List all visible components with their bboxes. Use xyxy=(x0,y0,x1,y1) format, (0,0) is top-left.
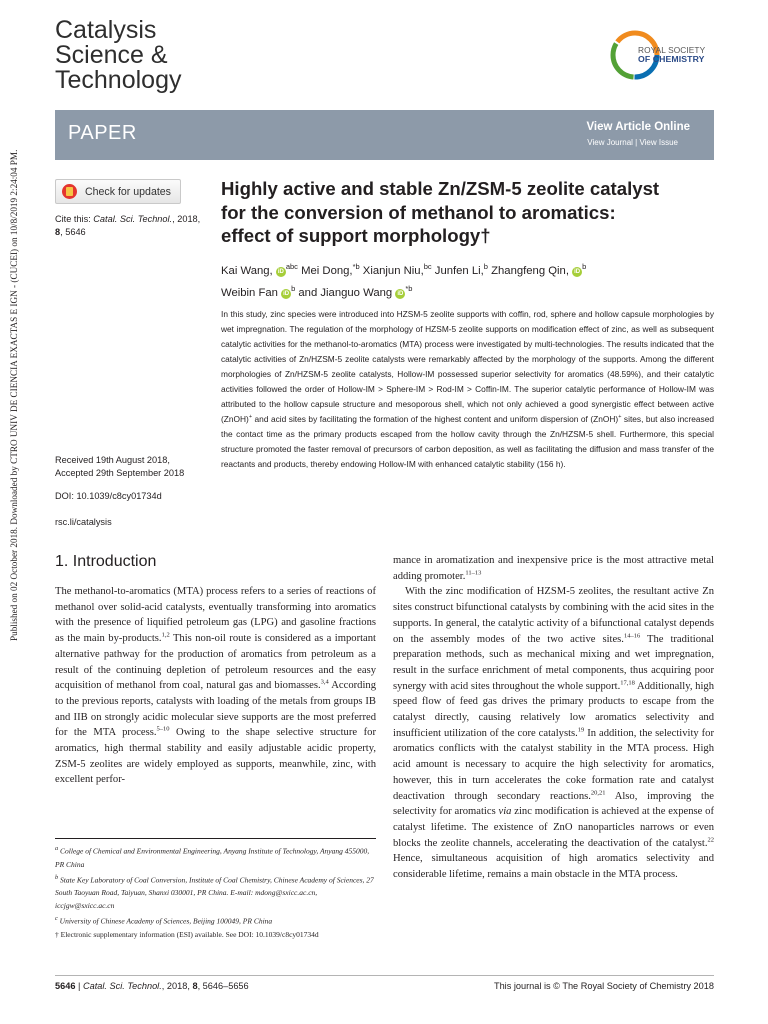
author-name[interactable]: Mei Dong, xyxy=(297,264,353,277)
citation xyxy=(55,213,215,238)
footnote-affiliation-c xyxy=(55,912,376,928)
cite-page: , 5646 xyxy=(60,226,86,237)
footnote-affiliation-a xyxy=(55,842,376,871)
footnote-esi[interactable]: † Electronic supplementary information (ESI) available. See DOI: 10.1039/c8cy01734d xyxy=(55,930,319,940)
body-text: The methanol-to-aromatics (MTA) process refers to a series of reactions of methanol over solid-acid catalysts, eventually transforming into aromatics with the presence of liquified petroleum gas (LPG) and gasoline fractions as the main by-products. xyxy=(55,586,376,645)
footer-separator: | xyxy=(75,981,83,991)
journal-title-line: Catalysis xyxy=(55,16,157,44)
body-text: This non-oil route is considered as a important alternative pathway for the production of aromatics from petroleum as a result of the continuing depletion of petroleum resources and the easy acquisition of methanol from coal, natural gas and biomasses. xyxy=(55,633,376,692)
page-number: 5646 xyxy=(55,981,76,991)
body-text-italic: via xyxy=(498,806,512,818)
author-name[interactable]: Xianjun Niu, xyxy=(359,264,424,277)
citation-ref[interactable]: 1,2 xyxy=(161,631,170,639)
body-text: According to the previous reports, catalysts with loading of the metals from groups IB and IIB on strongly acidic molecular sieve supports are the most preferred for the MTA process. xyxy=(55,680,376,739)
abstract-text: sites, but also increased the contact time as the primary products escaped from the hollow cavity through the Zn/HZSM-5 shell. Furthermore, this special structure promoted the faster removal of precursors of carbon deposition, as well as facilitating the diffusion and mass transfer of the reactants and products, thereby endowing Hollow-IM with enhanced catalytic stability (156 h). xyxy=(221,414,714,470)
citation-ref[interactable]: 19 xyxy=(577,726,585,734)
cite-prefix: Cite this: xyxy=(55,214,94,224)
abstract xyxy=(221,307,714,473)
article-title-line: for the conversion of methanol to aromatics: xyxy=(221,201,616,223)
body-text: In addition, the selectivity for aromatics conflicts with the catalyst stability in the MTA process. High acid amount is necessary to acquire the high selectivity for aromatics, however, this in turn accelerates the coke formation rate and catalyst deactivation through secondary reactions. xyxy=(393,727,714,802)
author-affiliation: *b xyxy=(405,283,413,293)
footnote-text: University of Chinese Academy of Sciences, Beijing 100049, PR China xyxy=(59,916,273,926)
footer-journal: Catal. Sci. Technol. xyxy=(82,981,162,991)
body-text: mance in aromatization and inexpensive price is the most attractive metal adding promoter. xyxy=(393,555,714,582)
citation-ref[interactable]: 17,18 xyxy=(620,679,635,687)
body-text: With the zinc modification of HZSM-5 zeolites, the resultant active Zn sites construct bifunctional catalysts by combining with the acid sites in the supports. In general, the catalytic activity of a bifunctional catalyst depends on the assembly modes of the two active sites. xyxy=(393,586,714,645)
article-title-line: Highly active and stable Zn/ZSM-5 zeolite catalyst xyxy=(221,178,660,199)
author-affiliation: abc xyxy=(285,262,298,271)
publisher-name xyxy=(638,46,705,64)
citation-ref[interactable]: 14–16 xyxy=(623,631,641,639)
citation-ref[interactable]: 3,4 xyxy=(320,678,329,686)
footer-year: , 2018, xyxy=(161,981,193,991)
orcid-icon[interactable]: iD xyxy=(397,290,404,297)
footnotes xyxy=(55,842,376,941)
paragraph xyxy=(393,553,714,584)
journal-title-line: Technology xyxy=(55,66,182,94)
footnote-marker: c xyxy=(55,915,58,923)
journal-title[interactable] xyxy=(55,18,181,93)
author-affiliation: b xyxy=(582,262,587,271)
view-article-online-link[interactable]: View Article Online xyxy=(586,121,690,133)
footer-pages: , 5646–5656 xyxy=(197,981,249,991)
view-journal-issue-links[interactable]: View Journal | View Issue xyxy=(587,138,678,147)
article-type-label: PAPER xyxy=(68,122,137,144)
journal-site-link[interactable]: rsc.li/catalysis xyxy=(55,517,112,527)
author-affiliation: *b xyxy=(352,262,360,271)
orcid-icon[interactable]: iD xyxy=(283,290,290,297)
dates xyxy=(55,454,184,479)
publisher-line: OF CHEMISTRY xyxy=(638,54,705,64)
doi[interactable]: DOI: 10.1039/c8cy01734d xyxy=(55,491,162,501)
accepted-date: Accepted 29th September 2018 xyxy=(55,467,185,478)
footnote-marker: b xyxy=(55,873,59,881)
footnote-text: College of Chemical and Environmental Engineering, Anyang Institute of Technology, Anyang 455000, PR China xyxy=(55,846,370,869)
citation-ref[interactable]: 5–10 xyxy=(156,725,170,733)
footer-divider xyxy=(55,975,714,976)
orcid-icon[interactable]: iD xyxy=(277,268,284,275)
orcid-icon[interactable]: iD xyxy=(574,268,581,275)
body-text: Also, improving the selectivity for aromatics xyxy=(393,790,715,818)
superscript: + xyxy=(618,414,622,421)
abstract-text: In this study, zinc species were introduced into HZSM-5 zeolite supports with coffin, rod, sphere and hollow capsule morphologies by wet impregnation. The regulation of the morphology of HZSM-5 zeolite supports on modification effect of zinc, as well as subsequent catalytic activities for the methanol-to-aromatics (MTA) process were investigated by multi-technologies. The results indicated that the catalytic activities of Zn/HZSM-5 zeolite catalysts were remarkably affected by the morphology of the supports. Among the different morphologies of Zn/HZSM-5 zeolite catalysts, Hollow-IM possessed superior selectivity for aromatics (48.59%), and their catalytic activities followed the order of Hollow-IM > Sphere-IM > Rod-IM > Coffin-IM. The superior catalytic performance of Hollow-IM was attributed to the hollow capsule structure and mesoporous shell, which not only achieved a good synergistic effect between active (ZnOH) xyxy=(221,309,714,425)
author-name[interactable]: and Jianguo Wang xyxy=(295,286,393,299)
publisher-line: ROYAL SOCIETY xyxy=(638,45,706,55)
footnote-marker: a xyxy=(55,845,59,852)
paragraph xyxy=(55,584,376,788)
body-text: The traditional preparation methods, such as mechanical mixing and wet impregnation, result in the surface enrichment of metal components, thus acquiring poor synergy with acid sites throughout the whole support. xyxy=(393,633,714,692)
body-text: Owing to the shape selective structure for aromatics, high thermal stability and easily adjustable acidic property, ZSM-5 zeolites are widely employed as supports, meanwhile, zinc, with excellent perfor- xyxy=(55,727,376,786)
page-footer-citation xyxy=(55,981,249,991)
check-for-updates-label: Check for updates xyxy=(85,186,171,198)
author-list xyxy=(221,258,721,302)
author-name[interactable]: Zhangfeng Qin, xyxy=(487,264,569,277)
download-watermark: Published on 02 October 2018. Downloaded by CTRO UNIV DE CIENCIA EXACTAS E IGN - (CUCEI) on 10/8/2019 2:24:04 PM. xyxy=(9,149,19,641)
footer-volume: 8 xyxy=(192,981,198,991)
body-column-left xyxy=(55,584,376,788)
article-title xyxy=(221,177,721,248)
check-for-updates-button[interactable] xyxy=(55,179,181,204)
author-name[interactable]: Weibin Fan xyxy=(221,286,278,299)
body-text: Additionally, high speed flow of feed gas drives the primary products to escape from the catalyst directly, causing relatively low aromatics selectivity and insufficient utilization of the core catalysts. xyxy=(393,680,714,739)
check-updates-icon xyxy=(62,184,77,199)
cite-journal: Catal. Sci. Technol. xyxy=(93,214,173,224)
section-heading: 1. Introduction xyxy=(55,553,157,570)
copyright-notice: This journal is © The Royal Society of Chemistry 2018 xyxy=(493,981,714,991)
citation-ref[interactable]: 11–13 xyxy=(465,569,482,577)
footnote-text: State Key Laboratory of Coal Conversion, Institute of Coal Chemistry, Chinese Academy of Sciences, 27 South Taoyuan Road, Taiyuan, Shanxi 030001, PR China. E-mail: mdong@sxicc.ac.cn, iccjgw@sxicc.ac.cn xyxy=(55,875,374,911)
author-affiliation: b xyxy=(291,283,296,293)
abstract-text: and acid sites by facilitating the formation of the highest content and uniform dispersion of (ZnOH) xyxy=(252,414,619,425)
article-title-line: effect of support morphology† xyxy=(221,225,491,246)
received-date: Received 19th August 2018, xyxy=(55,455,170,465)
body-column-right xyxy=(393,553,714,883)
footnote-affiliation-b xyxy=(55,871,376,913)
paragraph xyxy=(393,584,714,882)
citation-ref[interactable]: 20,21 xyxy=(590,789,606,797)
footnote-divider xyxy=(55,838,376,839)
journal-title-line: Science & xyxy=(55,41,168,69)
author-affiliation: b xyxy=(483,262,488,271)
cite-volume: 8 xyxy=(55,226,61,237)
author-affiliation: bc xyxy=(423,262,432,271)
cite-year: , 2018, xyxy=(172,214,201,224)
article-type-banner xyxy=(55,110,714,160)
author-name[interactable]: Junfen Li, xyxy=(431,264,484,277)
body-text: zinc modification is achieved at the expense of catalyst lifetime. The existence of ZnO nanoparticles narrows or even blocks the zeolite channels, accelerating the deactivation of the catalyst. xyxy=(393,806,714,849)
superscript: + xyxy=(248,414,253,421)
body-text: Hence, simultaneous acquisition of high aromatics selectivity and considerable lifetime, remains a main obstacle in the MTA process. xyxy=(393,853,714,881)
citation-ref[interactable]: 22 xyxy=(707,836,714,844)
author-name[interactable]: Kai Wang, xyxy=(221,264,273,277)
